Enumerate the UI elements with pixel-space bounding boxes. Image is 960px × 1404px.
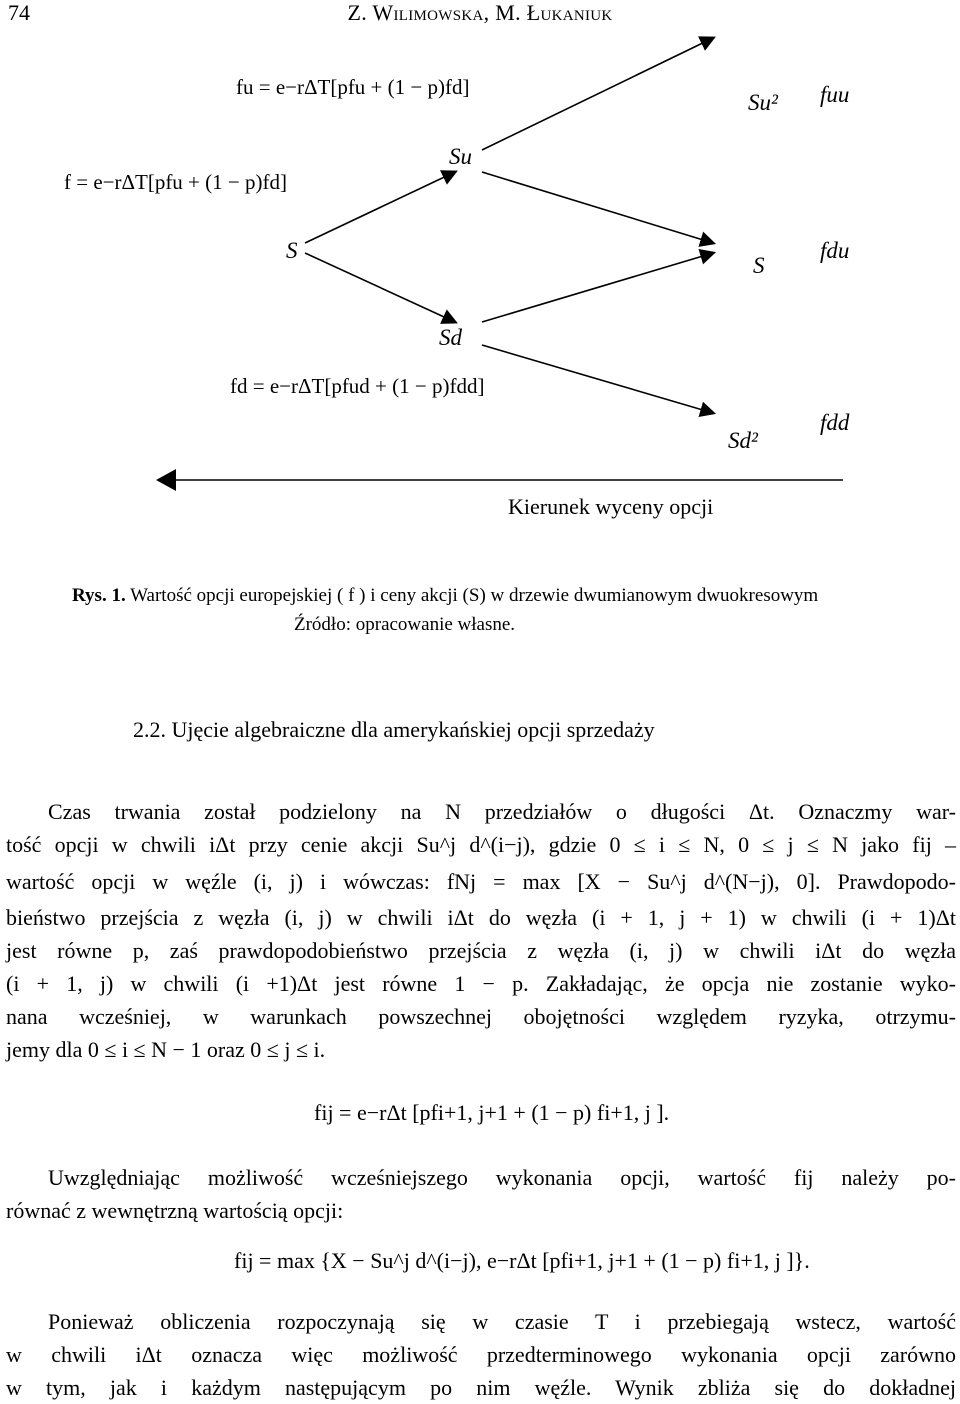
- node-su: Su: [449, 144, 472, 169]
- paragraph-line: tość opcji w chwili iΔt przy cenie akcji Su^j d^(i−j), gdzie 0 ≤ i ≤ N, 0 ≤ j ≤ N jako fij –: [6, 831, 956, 857]
- equation-fd: fd = e−rΔT[pfud + (1 − p)fdd]: [230, 374, 485, 398]
- figure-caption: [72, 585, 818, 607]
- paragraph-line: w chwili iΔt oznacza więc możliwość przedterminowego wykonania opcji zarówno: [6, 1341, 956, 1367]
- paragraph-line: nana wcześniej, w warunkach powszechnej obojętności względem ryzyka, otrzymu-: [6, 1003, 956, 1029]
- paragraph-line: Ponieważ obliczenia rozpoczynają się w czasie T i przebiegają wstecz, wartość: [48, 1309, 956, 1334]
- node-sd: Sd: [439, 325, 462, 350]
- node-s-left: S: [286, 238, 298, 263]
- arrow-label: Kierunek wyceny opcji: [508, 494, 714, 519]
- formula-1: fij = e−rΔt [pfi+1, j+1 + (1 − p) fi+1, j ].: [314, 1100, 670, 1125]
- paragraph-1: [6, 796, 956, 1066]
- paragraph-line: jest równe p, zaś prawdopodobieństwo przejścia z węzła (i, j) w chwili iΔt do węzła: [6, 938, 956, 964]
- edge-sd-s: [482, 253, 713, 322]
- direction-arrowhead: [156, 469, 176, 491]
- paragraph-3: [6, 1306, 956, 1404]
- node-sd2: Sd²: [728, 428, 758, 453]
- figure-source: Źródło: opracowanie własne.: [294, 614, 516, 635]
- edge-s-sd: [305, 253, 455, 322]
- equation-fu: fu = e−rΔT[pfu + (1 − p)fd]: [236, 75, 470, 99]
- section-heading: [133, 717, 655, 743]
- edge-su-s: [482, 172, 713, 243]
- tree-lines: [0, 0, 960, 520]
- edge-su-su2: [482, 38, 713, 150]
- payoff-fdu: fdu: [820, 238, 850, 263]
- section-title: Ujęcie algebraiczne dla amerykańskiej opcji sprzedaży: [171, 717, 655, 742]
- paragraph-line: wartość opcji w węźle (i, j) i wówczas: fNj = max [X − Su^j d^(N−j), 0]. Prawdopodo-: [6, 868, 956, 894]
- payoff-fuu: fuu: [820, 82, 850, 107]
- payoff-fdd: fdd: [820, 410, 850, 435]
- paragraph-line: (i + 1, j) w chwili (i +1)Δt jest równe 1 − p. Zakładając, że opcja nie zostanie wyko-: [6, 970, 956, 996]
- paragraph-line: Uwzględniając możliwość wcześniejszego wykonania opcji, wartość fij należy po-: [48, 1165, 956, 1190]
- caption-label: Rys. 1.: [72, 585, 126, 606]
- node-s-right: S: [753, 253, 765, 278]
- paragraph-line: w tym, jak i każdym następującym po nim węźle. Wynik zbliża się do dokładnej: [6, 1374, 956, 1400]
- formula-2: fij = max {X − Su^j d^(i−j), e−rΔt [pfi+1, j+1 + (1 − p) fi+1, j ]}.: [234, 1248, 810, 1273]
- caption-text: Wartość opcji europejskiej ( f ) i ceny akcji (S) w drzewie dwumianowym dwuokresowym: [130, 585, 819, 606]
- paragraph-line: jemy dla 0 ≤ i ≤ N − 1 oraz 0 ≤ j ≤ i.: [6, 1036, 326, 1062]
- edge-sd-sd2: [482, 345, 713, 413]
- edge-s-su: [305, 172, 455, 243]
- section-number: 2.2.: [133, 717, 166, 742]
- node-su2: Su²: [748, 90, 778, 115]
- paragraph-line: bieństwo przejścia z węzła (i, j) w chwili iΔt do węzła (i + 1, j + 1) w chwili (i + 1)Δt: [6, 905, 956, 931]
- page-number: 74: [8, 0, 30, 25]
- paragraph-2: [6, 1162, 956, 1228]
- paragraph-line: Czas trwania został podzielony na N przedziałów o długości Δt. Oznaczmy war-: [48, 799, 956, 824]
- equation-f: f = e−rΔT[pfu + (1 − p)fd]: [64, 170, 287, 194]
- running-head-text: Z. Wilimowska, M. Łukaniuk: [347, 0, 613, 25]
- paragraph-line: równać z wewnętrzną wartością opcji:: [6, 1197, 344, 1223]
